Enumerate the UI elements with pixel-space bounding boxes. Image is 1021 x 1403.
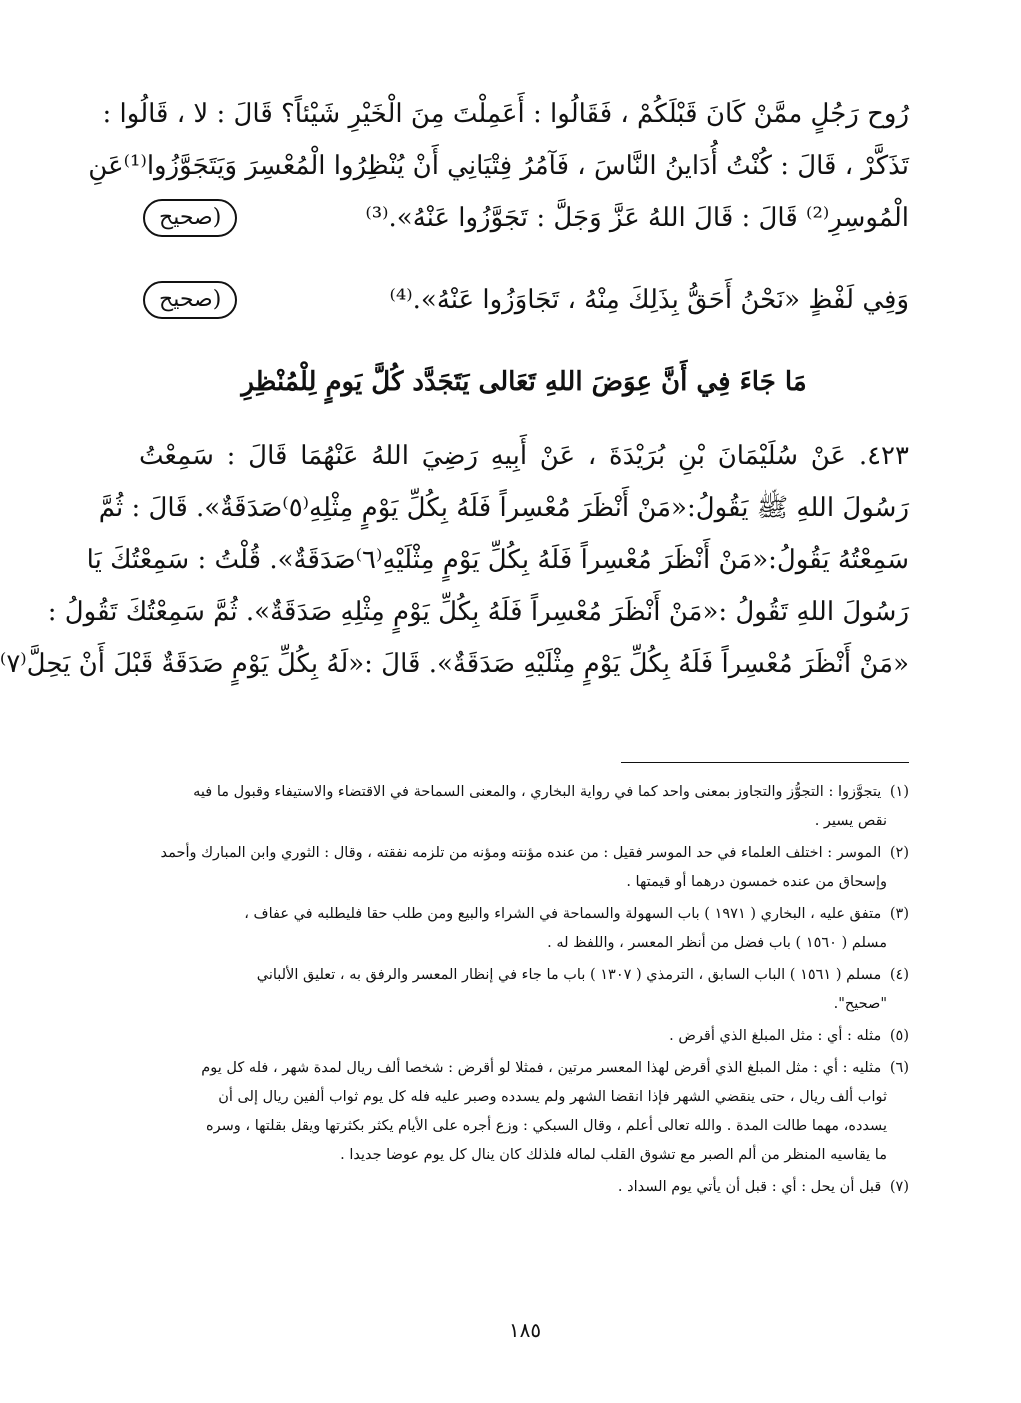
main-text (0, 88, 909, 690)
footnote-text: مثله : أي : مثل المبلغ الذي أقرض . (669, 1028, 882, 1044)
hadith-grade-badge: (صحيح (143, 199, 237, 237)
footnote-number: (٣) (889, 906, 909, 922)
footnote-text: يتجوَّزوا : التجوُّز والتجاوز بمعنى واحد كما في رواية البخاري ، والمعنى السماحة في الاقتضاء والاستيفاء وقبول ما فيه (193, 784, 882, 800)
hadith-line: رَسُولَ اللهِ تَقُولُ :«مَنْ أَنْظَرَ مُعْسِراً فَلَهُ بِكُلِّ يَوْمٍ مِثْلِهِ صَدَقَةٌ». ثُمَّ سَمِعْتُكَ تَقُولُ : (47, 597, 909, 627)
text-line: الْمُوسِرِ⁽²⁾ قَالَ : قَالَ اللهُ عَزَّ وَجَلَّ : تَجَوَّزُوا عَنْهُ».⁽³⁾ (365, 203, 909, 233)
footnote-text: الموسر : اختلف العلماء في حد الموسر فقيل : من عنده مؤنته ومؤنه من تلزمه نفقته ، وقال : الثوري وابن المبارك وأحمد (160, 845, 882, 861)
footnote-number: (٧) (889, 1179, 909, 1195)
other-wording-text: وَفِي لَفْظٍ «نَحْنُ أَحَقُّ بِذَلِكَ مِنْهُ ، تَجَاوَزُوا عَنْهُ».⁽⁴⁾ (389, 285, 909, 315)
footnote (139, 778, 909, 836)
footnote-text: يسدده، مهما طالت المدة . والله تعالى أعلم ، وقال السبكي : وزع أجره على الأيام يكثر بكثرتها ويقل بقلتها ، وسره (206, 1118, 887, 1134)
hadith-line: «مَنْ أَنْظَرَ مُعْسِراً فَلَهُ بِكُلِّ يَوْمٍ مِثْلَيْهِ صَدَقَةٌ». قَالَ :«لَهُ بِكُلِّ يَوْمٍ صَدَقَةٌ قَبْلَ أَنْ يَحِلَّ⁽٧⁾ (0, 649, 909, 679)
footnote (139, 1173, 909, 1202)
footnote-number: (٥) (889, 1028, 909, 1044)
footnote-text: ما يقاسيه المنظر من ألم الصبر مع تشوق القلب لماله فلذلك كان ينال كل يوم عوضا جديدا . (340, 1147, 887, 1163)
page-number: ١٨٥ (508, 1318, 542, 1342)
chapter-heading: مَا جَاءَ فِي أَنَّ عِوَضَ اللهِ تَعَالى يَتَجَدَّد كُلَّ يَومٍ لِلْمُنْظِرِ (241, 367, 807, 397)
footnote-text: نقص يسير . (814, 813, 887, 829)
text-line: تَذَكَّرْ ، قَالَ : كُنْتُ أُدَاينُ النَّاسَ ، فَآمُرُ فِتْيَانِي أَنْ يُنْظِرُوا الْمُعْسِرَ وَيَتَجَوَّزُوا⁽¹⁾عَنِ (88, 151, 909, 181)
hadith-line: سَمِعْتُهُ يَقُولُ:«مَنْ أَنْظَرَ مُعْسِراً فَلَهُ بِكُلِّ يَوْمٍ مِثْلَيْهِ⁽٦⁾صَدَقَةٌ». قُلْتُ : سَمِعْتُكَ يَا (86, 545, 909, 575)
footnote-text: مثليه : أي : مثل المبلغ الذي أقرض لهذا المعسر مرتين ، فمثلا لو أقرض : شخصا ألف ريال لمدة شهر ، فله كل يوم (201, 1060, 882, 1076)
footnote-text: متفق عليه ، البخاري ( ١٩٧١ ) باب السهولة والسماحة في الشراء والبيع ومن طلب حقا فليطلبه في عفاف ، (244, 906, 882, 922)
footnote (139, 900, 909, 958)
footnote-text: وإسحاق من عنده خمسون درهما أو قيمتها . (626, 874, 887, 890)
text-line-with-grade (139, 192, 909, 244)
footnote-text: مسلم ( ١٥٦٠ ) باب فضل من أنظر المعسر ، واللفظ له . (547, 935, 887, 951)
footnote-text: ثواب ألف ريال ، حتى ينقضي الشهر فإذا انقضا الشهر ولم يسدده وصبر عليه فله كل يوم ثواب ألفين ريال إلى أن (218, 1089, 887, 1105)
footnote-separator (621, 762, 909, 763)
hadith-line: رَسُولَ اللهِ ﷺ يَقُولُ:«مَنْ أَنْظَرَ مُعْسِراً فَلَهُ بِكُلِّ يَوْمٍ مِثْلِهِ⁽٥⁾صَدَقَةٌ». قَالَ : ثُمَّ (98, 493, 909, 523)
hadith-line: ٤٢٣. عَنْ سُلَيْمَانَ بْنِ بُرَيْدَةَ ، عَنْ أَبِيهِ رَضِيَ اللهُ عَنْهُمَا قَالَ : سَمِعْتُ (139, 441, 909, 471)
footnote (139, 839, 909, 897)
footnote-number: (١) (889, 784, 909, 800)
footnote (139, 1054, 909, 1170)
footnote-text: قبل أن يحل : أي : قبل أن يأتي يوم السداد . (617, 1179, 882, 1195)
footnote-number: (٤) (889, 967, 909, 983)
text-line: رُوح رَجُلٍ ممَّنْ كَانَ قَبْلَكُمْ ، فَقَالُوا : أَعَمِلْتَ مِنَ الْخَيْرِ شَيْئاً؟ قَالَ : لا ، قَالُوا : (102, 99, 909, 129)
footnote-number: (٢) (889, 845, 909, 861)
hadith-grade-badge: (صحيح (143, 281, 237, 319)
footnote-text: مسلم ( ١٥٦١ ) الباب السابق ، الترمذي ( ١٣٠٧ ) باب ما جاء في إنظار المعسر والرفق به ، تعليق الألباني (256, 967, 882, 983)
footnote-number: (٦) (889, 1060, 909, 1076)
footnotes (139, 778, 909, 1205)
other-wording-line (139, 274, 909, 326)
footnote-text: "صحيح". (833, 996, 887, 1012)
footnote (139, 961, 909, 1019)
footnote (139, 1022, 909, 1051)
